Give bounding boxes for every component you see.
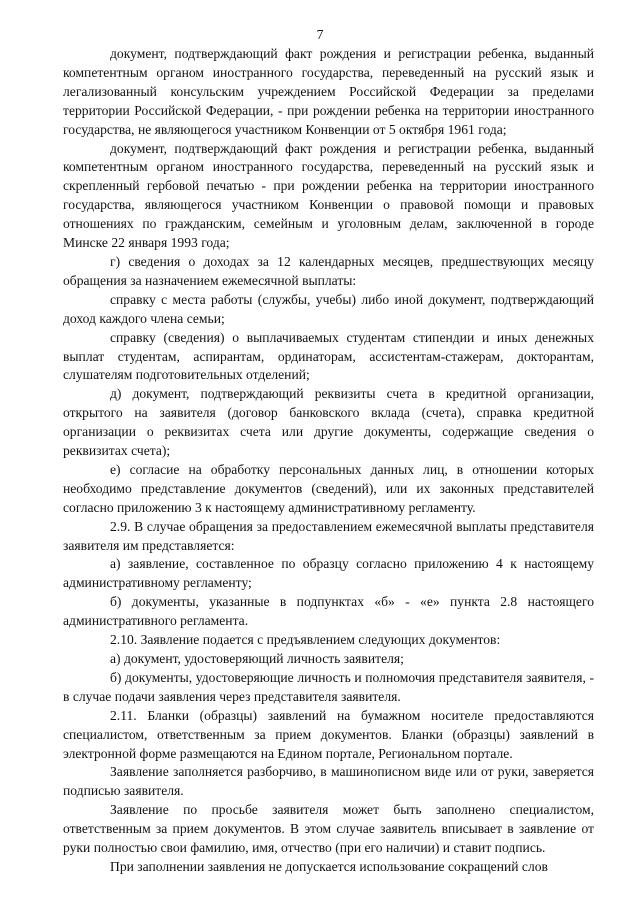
paragraph-birth-doc-not-convention-member: документ, подтверждающий факт рождения и регистрации ребенка, выданный компетентным органом иностранного государства, переведенный на русский язык и легализованный консульским учреждением Российской Федерации за пределами территории Российской Федерации, - при рождении ребенка на территории иностранного государства, не являющегося участником Конвенции от 5 октября 1961 года; bbox=[63, 46, 594, 137]
document-body bbox=[63, 45, 594, 877]
paragraph-birth-doc-convention-member: документ, подтверждающий факт рождения и регистрации ребенка, выданный компетентным органом иностранного государства, переведенный на русский язык и скрепленный гербовой печатью - при рождении ребенка на территории иностранного государства, являющегося участником Конвенции о правовой помощи и правовых отношениях по гражданским, семейным и уголовным делам, заключенной в городе Минске 22 января 1993 года; bbox=[63, 140, 594, 251]
paragraph-no-abbreviations: При заполнении заявления не допускается использование сокращений слов bbox=[110, 858, 548, 874]
paragraph-stipend-certificate: справку (сведения) о выплачиваемых студентам стипендии и иных денежных выплат студентам, аспирантам, ординаторам, ассистентам-стажерам, докторантам, слушателям подготовительных отделений; bbox=[63, 329, 594, 383]
paragraph-filled-by-specialist: Заявление по просьбе заявителя может быть заполнено специалистом, ответственным за прием документов. В этом случае заявитель вписывает в заявление от руки полностью свои фамилию, имя, отчество (при его наличии) и ставит подпись. bbox=[63, 802, 594, 856]
paragraph-2-10-a: а) документ, удостоверяющий личность заявителя; bbox=[110, 651, 404, 666]
paragraph-work-certificate: справку с места работы (службы, учебы) либо иной документ, подтверждающий доход каждого члена семьи; bbox=[63, 291, 594, 326]
paragraph-2-10-b: б) документы, удостоверяющие личность и полномочия представителя заявителя, - в случае подачи заявления через представителя заявителя. bbox=[63, 669, 594, 704]
paragraph-filling-legibly: Заявление заполняется разборчиво, в машинописном виде или от руки, заверяется подписью заявителя. bbox=[63, 764, 594, 799]
page-number: 7 bbox=[316, 27, 324, 42]
paragraph-item-e-consent: е) согласие на обработку персональных данных лиц, в отношении которых необходимо представление документов (сведений), или их законных представителей согласно приложению 3 к настоящему административному регламенту. bbox=[63, 461, 594, 515]
paragraph-2-9: 2.9. В случае обращения за предоставлением ежемесячной выплаты представителя заявителя им представляется: bbox=[63, 518, 594, 553]
paragraph-item-d-bank-details: д) документ, подтверждающий реквизиты счета в кредитной организации, открытого на заявителя (договор банковского вклада (счета), справка кредитной организации о реквизитах счета или другие документы, содержащие сведения о реквизитах счета); bbox=[63, 386, 594, 459]
paragraph-2-10: 2.10. Заявление подается с предъявлением следующих документов: bbox=[110, 632, 501, 648]
paragraph-item-g-income: г) сведения о доходах за 12 календарных месяцев, предшествующих месяцу обращения за назначением ежемесячной выплаты: bbox=[63, 253, 594, 288]
paragraph-2-9-a: а) заявление, составленное по образцу согласно приложению 4 к настоящему административному регламенту; bbox=[63, 556, 594, 591]
paragraph-2-11: 2.11. Бланки (образцы) заявлений на бумажном носителе предоставляются специалистом, ответственным за прием документов. Бланки (образцы) заявлений в электронной форме размещаются на Едином портале, Региональном портале. bbox=[63, 707, 594, 761]
paragraph-2-9-b: б) документы, указанные в подпунктах «б» - «е» пункта 2.8 настоящего административного регламента. bbox=[63, 594, 594, 629]
